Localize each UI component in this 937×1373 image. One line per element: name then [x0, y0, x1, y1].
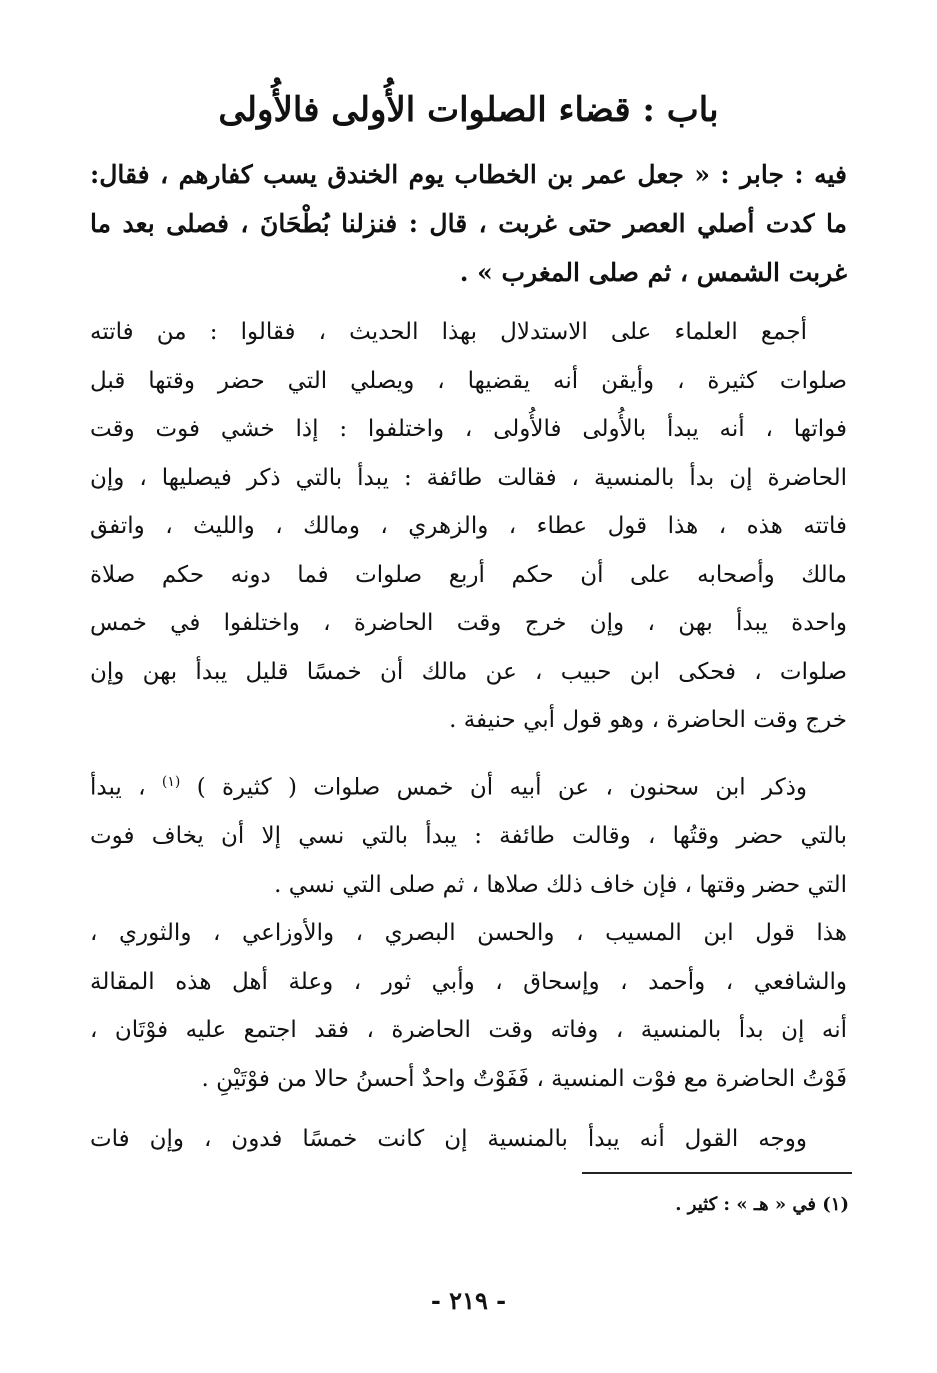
paragraph-line: أجمع العلماء على الاستدلال بهذا الحديث ، فقالوا : من فاتته: [90, 319, 807, 345]
hadith-text: [90, 150, 847, 297]
paragraph-line: صلوات كثيرة ، وأيقن أنه يقضيها ، ويصلي التي حضر وقتها قبل: [90, 367, 847, 394]
footnote: (١) في « هـ » : كثير .: [675, 1194, 849, 1215]
paragraph-line: والشافعي ، وأحمد ، وإسحاق ، وأبي ثور ، وعلة أهل هذه المقالة: [90, 968, 847, 995]
paragraph-line: واحدة يبدأ بهن ، وإن خرج وقت الحاضرة ، واختلفوا في خمس: [90, 610, 847, 636]
footnote-reference: (١): [161, 774, 181, 790]
paragraph-3: [90, 1115, 847, 1164]
paragraph-text: ، يبدأ: [90, 774, 146, 801]
hadith-line: ما كدت أصلي العصر حتى غربت ، قال : فنزلنا بُطْحَانَ ، فصلى بعد ما: [90, 209, 847, 238]
paragraph-line: ووجه القول أنه يبدأ بالمنسية إن كانت خمسًا فدون ، وإن فات: [90, 1126, 807, 1152]
paragraph-line: الحاضرة إن بدأ بالمنسية ، فقالت طائفة : يبدأ بالتي ذكر فيصليها ، وإن: [90, 464, 847, 491]
paragraph-line: مالك وأصحابه على أن حكم أربع صلوات فما دونه حكم صلاة: [90, 561, 847, 588]
paragraph-1: [90, 308, 847, 745]
paragraph-text: وذكر ابن سحنون ، عن أبيه أن خمس صلوات ( كثيرة ): [196, 774, 808, 801]
hadith-line: غربت الشمس ، ثم صلى المغرب » .: [459, 258, 847, 287]
paragraph-line: التي حضر وقتها ، فإن خاف ذلك صلاها ، ثم صلى التي نسي .: [274, 871, 847, 898]
paragraph-line: خرج وقت الحاضرة ، وهو قول أبي حنيفة .: [449, 707, 847, 733]
paragraph-line: [90, 758, 847, 812]
paragraph-line: فَوْتُ الحاضرة مع فوْت المنسية ، فَفَوْتٌ واحدٌ أحسنُ حالا من فوْتَيْنِ .: [201, 1065, 847, 1092]
footnote-divider: [582, 1172, 852, 1174]
paragraph-2: [90, 758, 847, 1103]
paragraph-line: صلوات ، فحكى ابن حبيب ، عن مالك أن خمسًا قليل يبدأ بهن وإن: [90, 658, 847, 685]
paragraph-line: أنه إن بدأ بالمنسية ، وفاته وقت الحاضرة ، فقد اجتمع عليه فوْتَان ،: [90, 1017, 847, 1044]
paragraph-line: فواتها ، أنه يبدأ بالأُولى فالأُولى ، واختلفوا : إذا خشي فوت وقت: [90, 416, 847, 442]
hadith-line: فيه : جابر : « جعل عمر بن الخطاب يوم الخندق يسب كفارهم ، فقال:: [90, 160, 847, 189]
chapter-title: باب : قضاء الصلوات الأُولى فالأُولى: [218, 90, 719, 130]
paragraph-line: بالتي حضر وقتُها ، وقالت طائفة : يبدأ بالتي نسي إلا أن يخاف فوت: [90, 823, 847, 850]
page-number: - ٢١٩ -: [430, 1286, 507, 1315]
paragraph-line: هذا قول ابن المسيب ، والحسن البصري ، والأوزاعي ، والثوري ،: [90, 920, 847, 947]
paragraph-line: فاتته هذه ، هذا قول عطاء ، والزهري ، ومالك ، والليث ، واتفق: [90, 513, 847, 539]
